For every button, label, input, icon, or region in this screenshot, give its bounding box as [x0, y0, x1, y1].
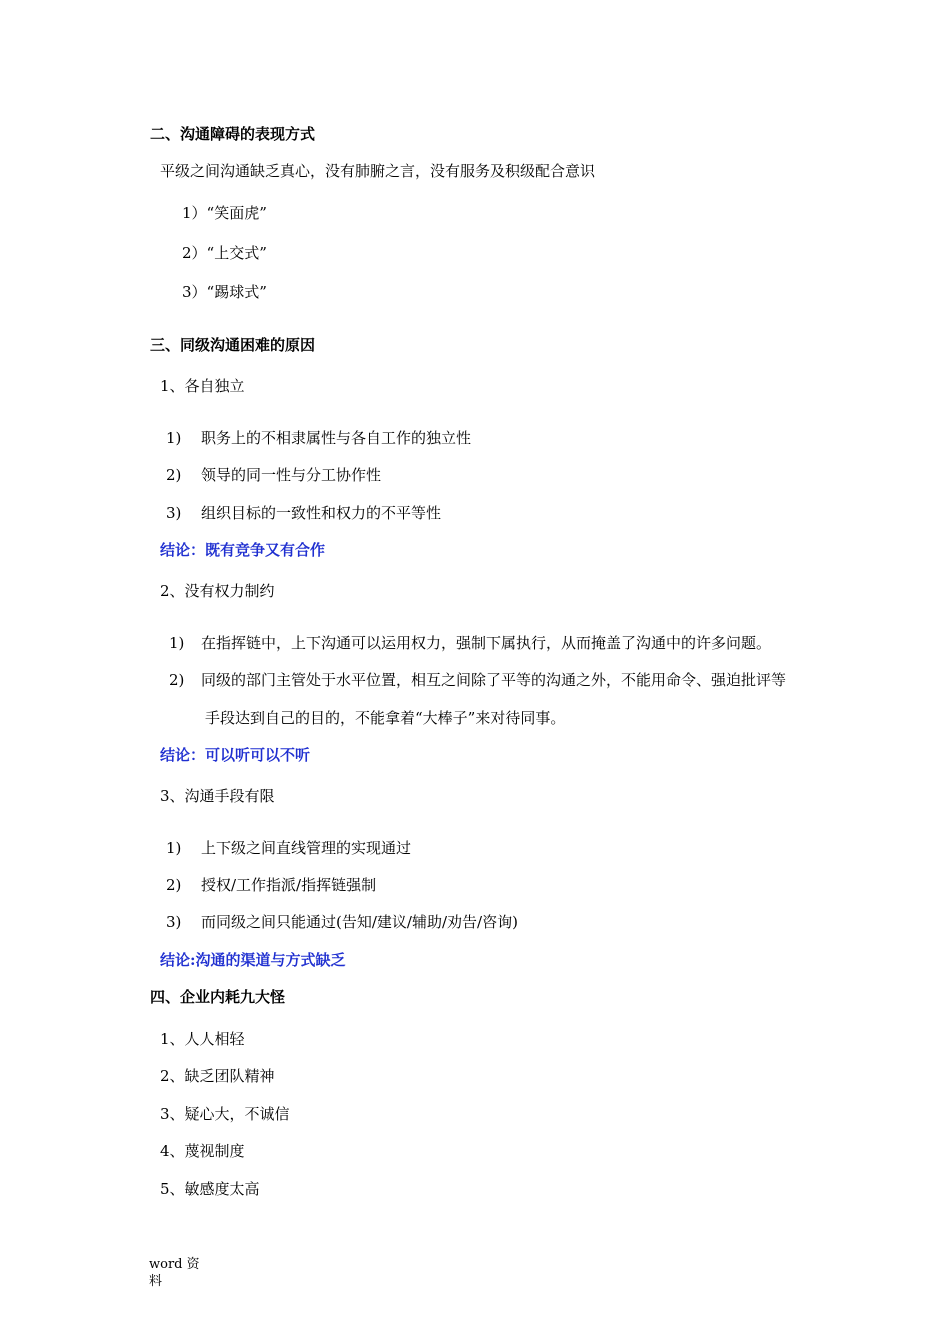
list-text: 职务上的不相隶属性与各自工作的独立性 [201, 429, 472, 447]
section4-heading: 四、企业内耗九大怪 [150, 988, 286, 1006]
list-number: 2) [169, 671, 185, 689]
list-text: 同级的部门主管处于水平位置，相互之间除了平等的沟通之外，不能用命令、强迫批评等 [201, 671, 787, 689]
reason3-title: 3、沟通手段有限 [160, 787, 275, 805]
list-number: 1) [169, 634, 185, 652]
list-text: 而同级之间只能通过(告知/建议/辅助/劝告/咨询) [201, 913, 518, 931]
section4-item-4: 4、蔑视制度 [160, 1142, 245, 1160]
footer-line-1: word 资 [149, 1257, 200, 1272]
section4-item-5: 5、敏感度太高 [160, 1180, 260, 1198]
section2-intro: 平级之间沟通缺乏真心，没有肺腑之言，没有服务及积级配合意识 [160, 162, 596, 180]
list-text: 领导的同一性与分工协作性 [201, 466, 382, 484]
list-number: 2) [166, 466, 182, 484]
section3-heading: 三、同级沟通困难的原因 [150, 336, 316, 354]
list-number: 2) [166, 876, 182, 894]
list-text: 组织目标的一致性和权力的不平等性 [201, 504, 442, 522]
reason2-item-2-continuation: 手段达到自己的目的，不能拿着“大棒子”来对待同事。 [205, 709, 566, 727]
section4-item-2: 2、缺乏团队精神 [160, 1067, 275, 1085]
section2-heading: 二、沟通障碍的表现方式 [150, 125, 316, 143]
section2-item-1: 1）“笑面虎” [182, 204, 267, 222]
list-text: 授权/工作指派/指挥链强制 [201, 876, 377, 894]
section2-item-3: 3）“踢球式” [182, 283, 267, 301]
list-number: 1) [166, 839, 182, 857]
list-text: 上下级之间直线管理的实现通过 [201, 839, 412, 857]
reason2-conclusion: 结论：可以听可以不听 [160, 746, 311, 764]
footer-line-2: 料 [149, 1274, 163, 1289]
list-number: 3) [166, 504, 182, 522]
list-text: 在指挥链中，上下沟通可以运用权力，强制下属执行，从而掩盖了沟通中的许多问题。 [201, 634, 772, 652]
section4-item-1: 1、人人相轻 [160, 1030, 245, 1048]
reason2-title: 2、没有权力制约 [160, 582, 275, 600]
list-number: 1) [166, 429, 182, 447]
reason1-title: 1、各自独立 [160, 377, 245, 395]
section4-item-3: 3、疑心大，不诚信 [160, 1105, 290, 1123]
reason1-conclusion: 结论：既有竞争又有合作 [160, 541, 326, 559]
list-number: 3) [166, 913, 182, 931]
page-footer [149, 1256, 209, 1290]
reason3-conclusion: 结论:沟通的渠道与方式缺乏 [160, 951, 346, 969]
section2-item-2: 2）“上交式” [182, 244, 267, 262]
